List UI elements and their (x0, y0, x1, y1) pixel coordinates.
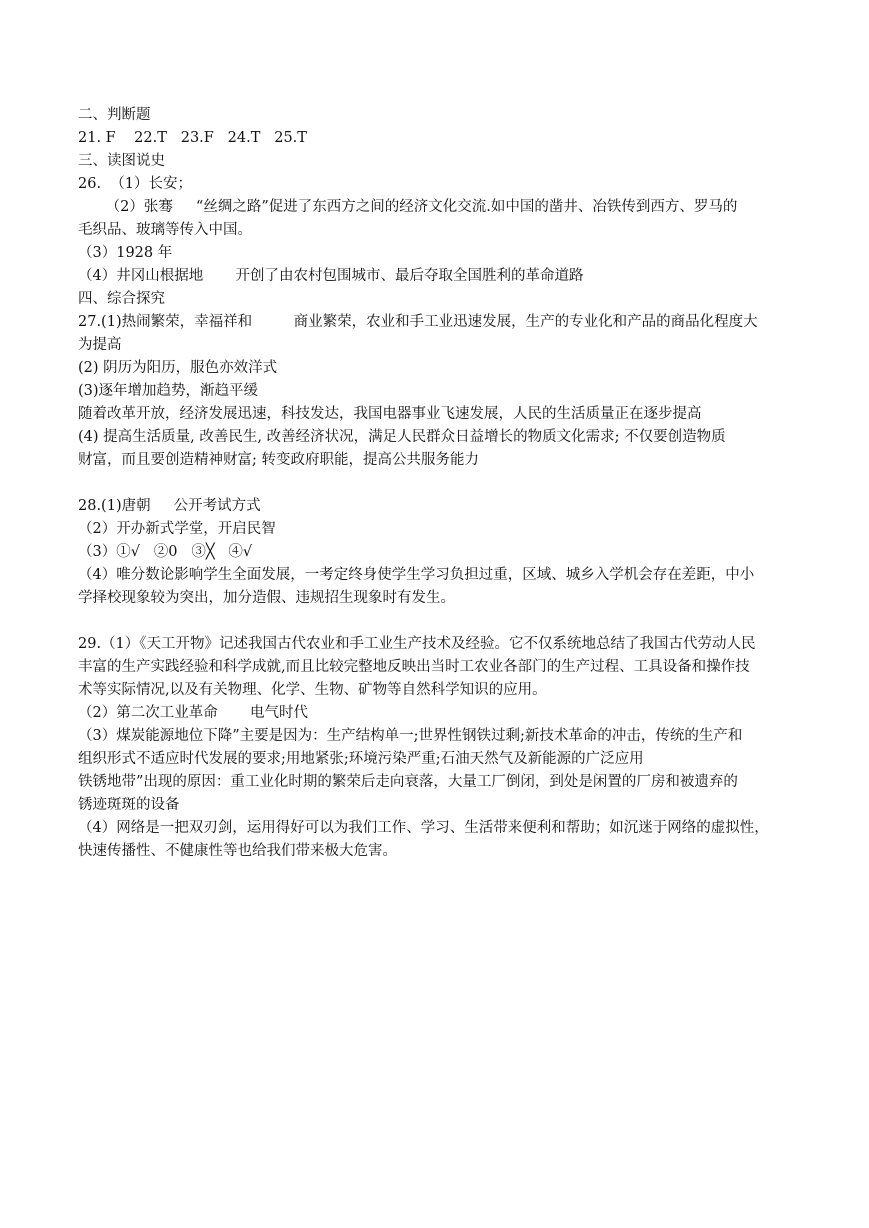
section-heading: 三、读图说史 (78, 153, 165, 169)
text-line: 锈迹斑斑的设备 (78, 797, 180, 813)
section-heading: 二、判断题 (78, 107, 151, 123)
text-line: （3）煤炭能源地位下降”主要是因为：生产结构单一;世界性钢铁过剩;新技术革命的冲击，传统的生产和 (78, 728, 743, 744)
answer-document (78, 104, 794, 863)
text-line: （2）开办新式学堂，开启民智 (78, 521, 276, 537)
text-line: (3)逐年增加趋势，渐趋平缓 (78, 383, 259, 399)
text-line: 术等实际情况,以及有关物理、化学、生物、矿物等自然科学知识的应用。 (78, 682, 547, 698)
text-line: 丰富的生产实践经验和科学成就,而且比较完整地反映出当时工农业各部门的生产过程、工具设备和操作技 (78, 659, 750, 675)
text-line: 21. F 22.T 23.F 24.T 25.T (78, 130, 307, 146)
text-line: (4) 提高生活质量, 改善民生, 改善经济状况，满足人民群众日益增长的物质文化需求; 不仅要创造物质 (78, 429, 726, 445)
text-line: 铁锈地带”出现的原因：重工业化时期的繁荣后走向衰落，大量工厂倒闭，到处是闲置的厂房和被遗弃的 (78, 774, 738, 790)
blank-line (78, 472, 794, 495)
text-line: （2）第二次工业革命 电气时代 (78, 705, 308, 721)
section-heading: 四、综合探究 (78, 291, 165, 307)
text-line: 快速传播性、不健康性等也给我们带来极大危害。 (78, 843, 397, 859)
text-line: 26. （1）长安； (78, 176, 193, 192)
text-line: 27.(1)热闹繁荣，幸福祥和 商业繁荣，农业和手工业迅速发展，生产的专业化和产品的商品化程度大 (78, 314, 758, 330)
text-line: （4）唯分数论影响学生全面发展，一考定终身使学生学习负担过重，区域、城乡入学机会存在差距，中小 (78, 567, 755, 583)
text-line: 财富，而且要创造精神财富; 转变政府职能，提高公共服务能力 (78, 452, 479, 468)
text-line: 28.(1)唐朝 公开考试方式 (78, 498, 261, 514)
text-line: （3）①√ ②0 ③╳ ④√ (78, 544, 253, 560)
text-line: （4）井冈山根据地 开创了由农村包围城市、最后夺取全国胜利的革命道路 (78, 268, 584, 284)
text-line: 为提高 (78, 337, 122, 353)
text-line: 学择校现象较为突出，加分造假、违规招生现象时有发生。 (78, 590, 455, 606)
text-line: （4）网络是一把双刃剑，运用得好可以为我们工作、学习、生活带来便利和帮助；如沉迷于网络的虚拟性， (78, 820, 769, 836)
text-line: （2）张骞 “丝绸之路”促进了东西方之间的经济文化交流.如中国的凿井、冶铁传到西方、罗马的 (78, 199, 738, 215)
text-line: 组织形式不适应时代发展的要求;用地紧张;环境污染严重;石油天然气及新能源的广泛应用 (78, 751, 644, 767)
text-line: 毛织品、玻璃等传入中国。 (78, 222, 252, 238)
text-line: (2) 阴历为阳历，服色亦效洋式 (78, 360, 278, 376)
text-line: 29.（1）《天工开物》记述我国古代农业和手工业生产技术及经验。它不仅系统地总结了我国古代劳动人民 (78, 636, 756, 652)
text-line: （3）1928 年 (78, 245, 173, 261)
text-line: 随着改革开放，经济发展迅速，科技发达，我国电器事业飞速发展，人民的生活质量正在逐步提高 (78, 406, 702, 422)
blank-line (78, 610, 794, 633)
